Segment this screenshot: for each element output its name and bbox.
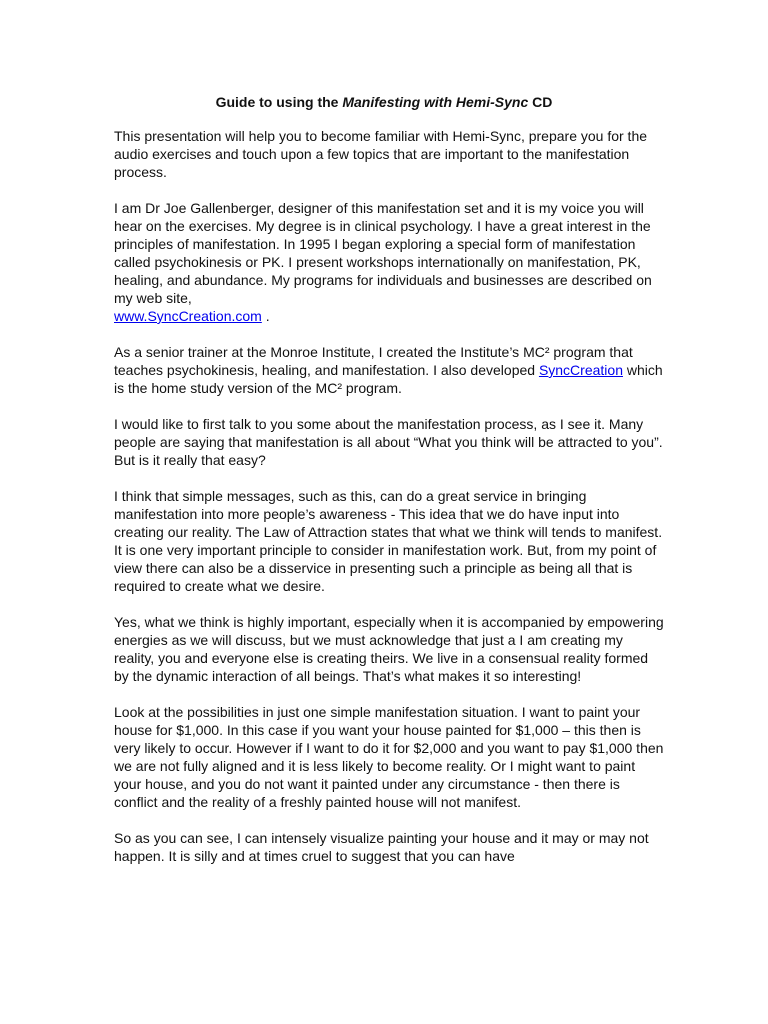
document-title [114, 93, 654, 111]
title-italic: Manifesting with Hemi-Sync [342, 94, 529, 110]
paragraph-house-painting: Look at the possibilities in just one simple manifestation situation. I want to paint your house for $1,000. In this case if you want your house painted for $1,000 – this then is very likely to occur. However if I want to do it for $2,000 and you want to pay $1,000 then we are not fully aligned and it is less likely to become reality. Or I might want to paint your house, and you do not want it painted under any circumstance - then there is conflict and the reality of a freshly painted house will not manifest. [114, 704, 664, 810]
paragraph-monroe-institute [114, 343, 664, 397]
paragraph-monroe-before: As a senior trainer at the Monroe Institute, I created the Institute’s MC² program that teaches psychokinesis, healing, and manifestation. I also developed [114, 344, 633, 378]
paragraph-consensual-reality: Yes, what we think is highly important, especially when it is accompanied by empowering energies as we will discuss, but we must acknowledge that just a I am creating my reality, you and everyone else is creating theirs. We live in a consensual reality formed by the dynamic interaction of all beings. That’s what makes it so interesting! [114, 614, 664, 684]
title-prefix: Guide to using the [215, 94, 343, 110]
paragraph-manifestation-process: I would like to first talk to you some about the manifestation process, as I see it. Many people are saying that manifestation is all about “What you think will be attracted to you”. But is it really that easy? [114, 416, 663, 468]
paragraph-about-author [114, 199, 664, 325]
title-suffix: CD [528, 94, 553, 110]
website-link[interactable]: www.SyncCreation.com [114, 308, 262, 324]
paragraph-visualize: So as you can see, I can intensely visualize painting your house and it may or may not happen. It is silly and at times cruel to suggest that you can have [114, 830, 649, 864]
synccreation-link[interactable]: SyncCreation [538, 362, 623, 378]
paragraph-monroe-after: which is the home study version of the MC² program. [114, 362, 663, 396]
paragraph-simple-messages: I think that simple messages, such as this, can do a great service in bringing manifestation into more people’s awareness - This idea that we do have input into creating our reality. The Law of Attraction states that what we think will tends to manifest. It is one very important principle to consider in manifestation work. But, from my point of view there can also be a disservice in presenting such a principle as being all that is required to create what we desire. [114, 488, 663, 594]
paragraph-about-author-text: I am Dr Joe Gallenberger, designer of this manifestation set and it is my voice you will hear on the exercises. My degree is in clinical psychology. I have a great interest in the principles of manifestation. In 1995 I began exploring a special form of manifestation called psychokinesis or PK. I present workshops internationally on manifestation, PK, healing, and abundance. My programs for individuals and businesses are described on my web site, [114, 200, 652, 306]
paragraph-about-author-end: . [261, 308, 270, 324]
document-body [114, 127, 664, 883]
paragraph-intro: This presentation will help you to become familiar with Hemi-Sync, prepare you for the audio exercises and touch upon a few topics that are important to the manifestation process. [114, 128, 648, 180]
